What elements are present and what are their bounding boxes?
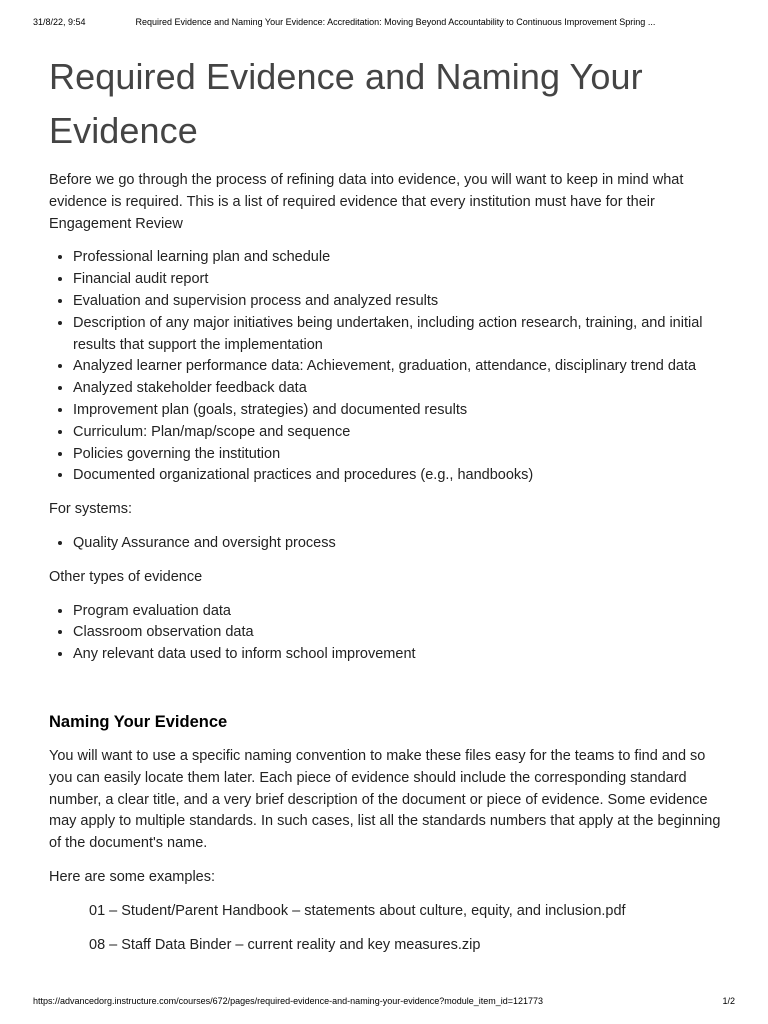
list-item: • Classroom observation data	[73, 622, 724, 644]
required-evidence-list	[49, 247, 724, 487]
print-doc-title: Required Evidence and Naming Your Evidence: Accreditation: Moving Beyond Accountability to Continuous Improvement Spring ...	[135, 17, 656, 27]
list-item: • Professional learning plan and schedule	[73, 247, 724, 269]
page-title: Required Evidence and Naming Your Evidence	[49, 56, 643, 151]
list-item: • Any relevant data used to inform school improvement	[73, 644, 724, 666]
page-url: https://advancedorg.instructure.com/courses/672/pages/required-evidence-and-naming-your-evidence?module_item_id=121773	[33, 996, 544, 1006]
list-item: • Curriculum: Plan/map/scope and sequence	[73, 422, 724, 444]
print-header	[33, 17, 735, 27]
intro-paragraph: Before we go through the process of refining data into evidence, you will want to keep in mind what evidence is required. This is a list of required evidence that every institution must have for their Engagement Review	[49, 172, 684, 232]
list-item: • Evaluation and supervision process and analyzed results	[73, 291, 724, 313]
naming-heading: Naming Your Evidence	[49, 712, 228, 731]
list-item: • Financial audit report	[73, 269, 724, 291]
page-content	[49, 50, 724, 968]
list-item: • Program evaluation data	[73, 601, 724, 623]
list-item: • Policies governing the institution	[73, 444, 724, 466]
list-item: • Description of any major initiatives being undertaken, including action research, training, and initial results that support the implementation	[73, 313, 724, 357]
list-item: • Analyzed stakeholder feedback data	[73, 378, 724, 400]
systems-list	[49, 533, 724, 555]
naming-paragraph: You will want to use a specific naming convention to make these files easy for the teams to find and so you can easily locate them later. Each piece of evidence should include the corresponding standard number, a clear title, and a very brief description of the document or piece of evidence. Some evidence may apply to multiple standards. In such cases, list all the standards numbers that apply at the beginning of the document's name.	[49, 747, 721, 852]
other-evidence-list	[49, 601, 724, 666]
example-filename: 01 – Student/Parent Handbook – statements about culture, equity, and inclusion.pdf	[89, 902, 626, 919]
systems-label: For systems:	[49, 501, 132, 518]
examples-label: Here are some examples:	[49, 868, 216, 885]
list-item: • Analyzed learner performance data: Achievement, graduation, attendance, disciplinary trend data	[73, 356, 724, 378]
other-evidence-label: Other types of evidence	[49, 568, 203, 585]
example-filename: 08 – Staff Data Binder – current reality and key measures.zip	[89, 936, 481, 953]
print-footer	[33, 996, 735, 1006]
list-item: • Quality Assurance and oversight process	[73, 533, 724, 555]
page-number: 1/2	[722, 996, 735, 1006]
print-date: 31/8/22, 9:54	[33, 17, 86, 27]
list-item: • Documented organizational practices and procedures (e.g., handbooks)	[73, 465, 724, 487]
list-item: • Improvement plan (goals, strategies) and documented results	[73, 400, 724, 422]
